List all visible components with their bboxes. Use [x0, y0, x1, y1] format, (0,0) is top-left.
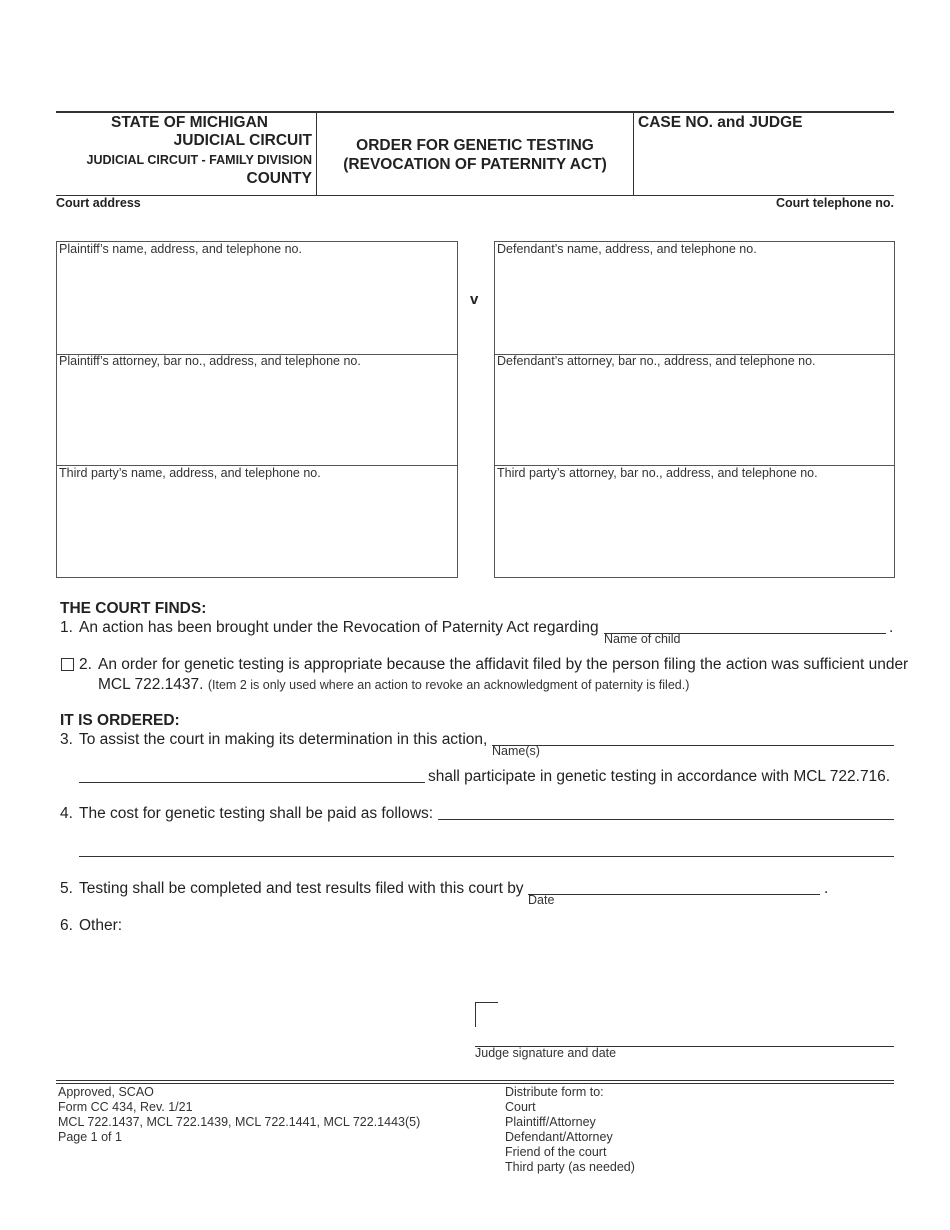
item-1-number: 1.	[60, 619, 73, 636]
item-1-period: .	[889, 619, 894, 636]
item-1-text: An action has been brought under the Revocation of Paternity Act regarding	[79, 619, 599, 636]
item-3-number: 3.	[60, 731, 73, 748]
court-address-label: Court address	[56, 196, 141, 210]
cost-payment-field[interactable]	[438, 819, 894, 820]
plaintiff-label: Plaintiff’s name, address, and telephone no.	[59, 242, 302, 256]
item-2-number: 2.	[79, 656, 92, 673]
defendant-attorney-field[interactable]	[495, 354, 894, 466]
item-2-text-line2: MCL 722.1437.	[98, 676, 204, 693]
distribute-third-party: Third party (as needed)	[505, 1160, 635, 1174]
distribute-friend-of-court: Friend of the court	[505, 1145, 607, 1159]
names-field[interactable]	[492, 745, 894, 746]
defendant-attorney-label: Defendant’s attorney, bar no., address, and telephone no.	[497, 354, 816, 368]
date-caption: Date	[528, 893, 555, 907]
other-field[interactable]	[79, 940, 894, 990]
versus-label: v	[470, 291, 479, 308]
family-division-label: JUDICIAL CIRCUIT - FAMILY DIVISION	[86, 153, 312, 167]
form-title-line1: ORDER FOR GENETIC TESTING	[356, 137, 594, 154]
state-name: STATE OF MICHIGAN	[111, 114, 268, 131]
footer-rule-1	[56, 1080, 894, 1081]
footer-approved: Approved, SCAO	[58, 1085, 154, 1099]
plaintiff-attorney-label: Plaintiff’s attorney, bar no., address, and telephone no.	[59, 354, 361, 368]
cost-payment-field-line2[interactable]	[79, 856, 894, 857]
judge-signature-field[interactable]	[475, 1000, 894, 1046]
third-party-label: Third party’s name, address, and telephone no.	[59, 466, 321, 480]
defendant-field[interactable]	[495, 242, 894, 355]
it-is-ordered-heading: IT IS ORDERED:	[60, 712, 180, 729]
third-party-attorney-field[interactable]	[495, 466, 894, 577]
footer-form-number: Form CC 434, Rev. 1/21	[58, 1100, 193, 1114]
distribute-court: Court	[505, 1100, 536, 1114]
footer-rule-2	[56, 1083, 894, 1084]
distribute-heading: Distribute form to:	[505, 1085, 604, 1099]
defendant-label: Defendant’s name, address, and telephone no.	[497, 242, 757, 256]
case-number-judge-label: CASE NO. and JUDGE	[638, 114, 803, 131]
form-title	[318, 136, 632, 174]
case-number-input[interactable]	[638, 132, 892, 194]
item-2-text-line2-group	[98, 676, 689, 694]
footer-distribution	[505, 1085, 635, 1175]
header-divider-1	[316, 112, 317, 195]
third-party-attorney-label: Third party’s attorney, bar no., address, and telephone no.	[497, 466, 818, 480]
item-4-number: 4.	[60, 805, 73, 822]
names-caption: Name(s)	[492, 744, 540, 758]
court-finds-heading: THE COURT FINDS:	[60, 600, 207, 617]
third-party-field[interactable]	[57, 466, 457, 577]
footer-left	[58, 1085, 420, 1145]
footer-page-number: Page 1 of 1	[58, 1130, 122, 1144]
plaintiff-attorney-field[interactable]	[57, 354, 457, 466]
header-divider-2	[633, 112, 634, 195]
defendant-side-box	[494, 241, 895, 578]
item-5-text: Testing shall be completed and test results filed with this court by	[79, 880, 524, 897]
item-3-text: To assist the court in making its determination in this action,	[79, 731, 488, 748]
names-field-continued[interactable]	[79, 782, 425, 783]
item-3-continued-text: shall participate in genetic testing in accordance with MCL 722.716.	[428, 768, 891, 785]
item-4-text: The cost for genetic testing shall be paid as follows:	[79, 805, 434, 822]
header-top-rule	[56, 111, 894, 113]
distribute-plaintiff-attorney: Plaintiff/Attorney	[505, 1115, 596, 1129]
judicial-circuit-label: JUDICIAL CIRCUIT	[173, 132, 312, 149]
judge-signature-label: Judge signature and date	[475, 1046, 617, 1060]
plaintiff-side-box	[56, 241, 458, 578]
distribute-defendant-attorney: Defendant/Attorney	[505, 1130, 613, 1144]
item-5-number: 5.	[60, 880, 73, 897]
item-6-number: 6.	[60, 917, 73, 934]
court-telephone-label: Court telephone no.	[775, 196, 894, 210]
item-5-period: .	[824, 880, 829, 897]
form-title-line2: (REVOCATION OF PATERNITY ACT)	[343, 156, 607, 173]
plaintiff-field[interactable]	[57, 242, 457, 355]
footer-mcl-references: MCL 722.1437, MCL 722.1439, MCL 722.1441, MCL 722.1443(5)	[58, 1115, 421, 1129]
item-2-checkbox[interactable]	[61, 658, 74, 671]
completion-date-field[interactable]	[528, 894, 820, 895]
child-name-caption: Name of child	[604, 632, 681, 646]
item-2-note: (Item 2 is only used where an action to revoke an acknowledgment of paternity is filed.)	[207, 678, 690, 692]
item-6-text: Other:	[79, 917, 123, 934]
county-label: COUNTY	[246, 170, 312, 187]
item-2-text-line1: An order for genetic testing is appropriate because the affidavit filed by the person filing the action was sufficient under	[98, 656, 909, 673]
